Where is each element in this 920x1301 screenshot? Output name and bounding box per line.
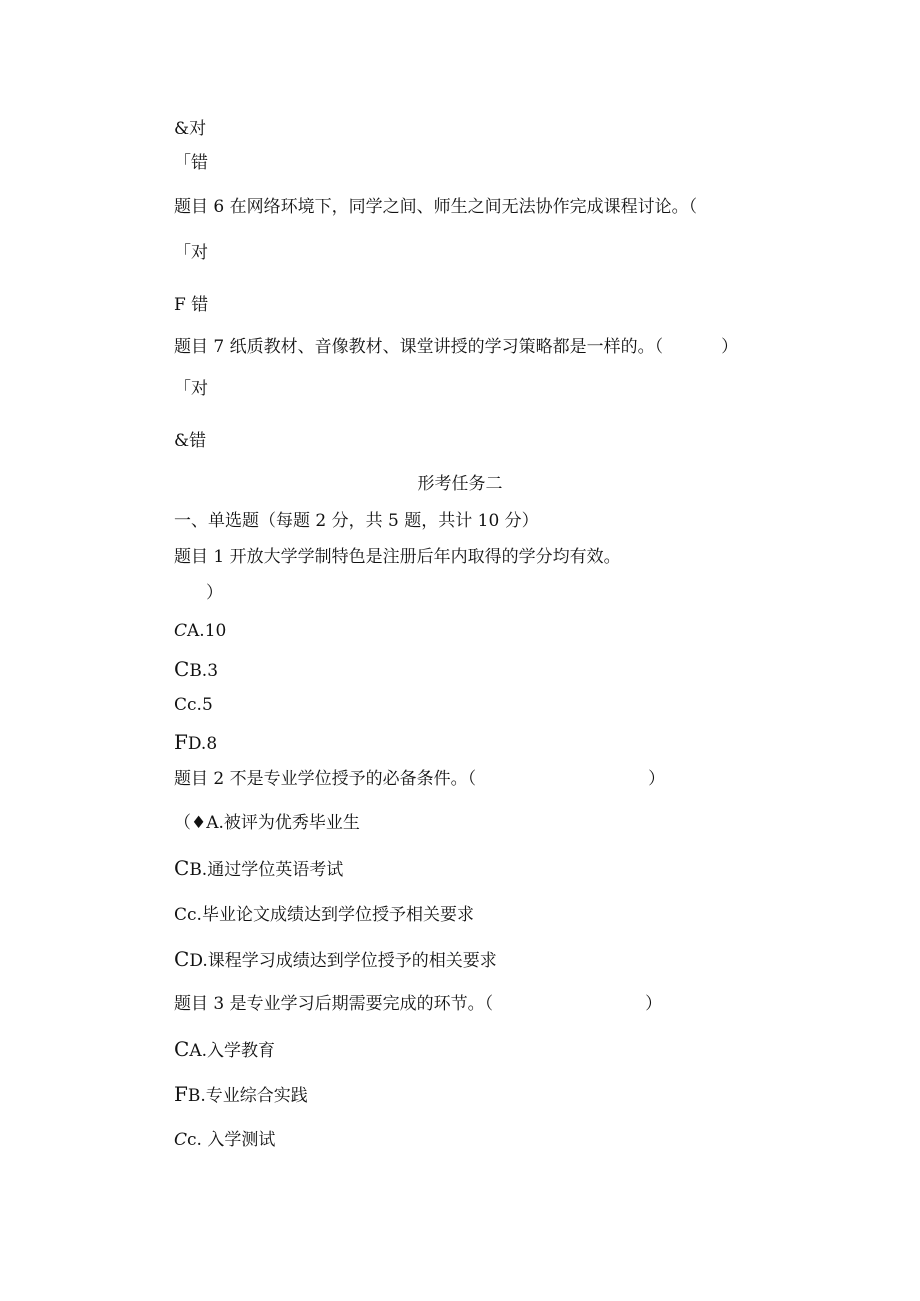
question-3-body: 题目 3 是专业学习后期需要完成的环节。（ (174, 994, 494, 1014)
q5-option-true[interactable]: &对 (174, 119, 207, 139)
radio-marker: F (174, 1082, 188, 1106)
q3-option-b[interactable] (174, 1083, 308, 1107)
q1-option-c[interactable] (174, 694, 213, 716)
question-3-text (174, 993, 662, 1015)
question-3-close-paren: ） (645, 994, 663, 1014)
q7-option-false[interactable]: &错 (174, 431, 207, 451)
question-7-text (174, 336, 738, 358)
radio-marker: C (174, 695, 188, 715)
q7-option-true[interactable]: 「对 (174, 379, 208, 399)
question-2-body: 题目 2 不是专业学位授予的必备条件。（ (174, 769, 477, 789)
q2-option-d[interactable] (174, 948, 497, 972)
radio-marker: （♦ (174, 813, 207, 833)
option-label: B.专业综合实践 (187, 1086, 308, 1106)
q5-option-false[interactable]: 「错 (174, 153, 208, 173)
radio-marker: C (174, 947, 190, 971)
radio-marker: C (174, 657, 190, 681)
option-label: A.入学教育 (189, 1041, 275, 1061)
question-2-text (174, 768, 665, 790)
section-heading: 一、单选题（每题 2 分，共 5 题，共计 10 分） (174, 511, 539, 531)
option-label: B.通过学位英语考试 (189, 860, 344, 880)
question-6-text: 题目 6 在网络环境下，同学之间、师生之间无法协作完成课程讨论。（ (174, 197, 698, 217)
radio-marker: F (174, 730, 188, 754)
question-7-close-paren: ） (721, 337, 739, 357)
radio-marker: C (174, 1130, 188, 1150)
q6-option-true[interactable]: 「对 (174, 243, 208, 263)
q1-option-b[interactable] (174, 658, 218, 682)
radio-marker: C (174, 1037, 190, 1061)
option-label: c. 入学测试 (187, 1130, 276, 1150)
q1-option-a[interactable] (174, 620, 226, 642)
q2-option-b[interactable] (174, 857, 343, 881)
option-label: c.5 (187, 695, 213, 715)
q3-option-a[interactable] (174, 1038, 275, 1062)
option-label: D.课程学习成绩达到学位授予的相关要求 (189, 951, 497, 971)
question-1-close-paren: ） (206, 583, 223, 603)
q3-option-c[interactable] (174, 1129, 275, 1151)
question-1-text: 题目 1 开放大学学制特色是注册后年内取得的学分均有效。 (174, 547, 621, 567)
radio-marker: C (174, 856, 190, 880)
radio-marker: C (174, 621, 188, 641)
option-label: A.被评为优秀毕业生 (206, 813, 360, 833)
option-label: c.毕业论文成绩达到学位授予相关要求 (187, 905, 474, 925)
q2-option-a[interactable] (174, 812, 360, 834)
q6-option-false[interactable]: F 错 (174, 295, 209, 315)
question-7-body: 题目 7 纸质教材、音像教材、课堂讲授的学习策略都是一样的。（ (174, 337, 664, 357)
option-label: D.8 (187, 734, 218, 754)
option-label: A.10 (187, 621, 227, 641)
q1-option-d[interactable] (174, 731, 217, 755)
q2-option-c[interactable] (174, 904, 474, 926)
section-title: 形考任务二 (417, 474, 503, 494)
option-label: B.3 (189, 661, 219, 681)
question-2-close-paren: ） (648, 769, 666, 789)
radio-marker: C (174, 905, 188, 925)
